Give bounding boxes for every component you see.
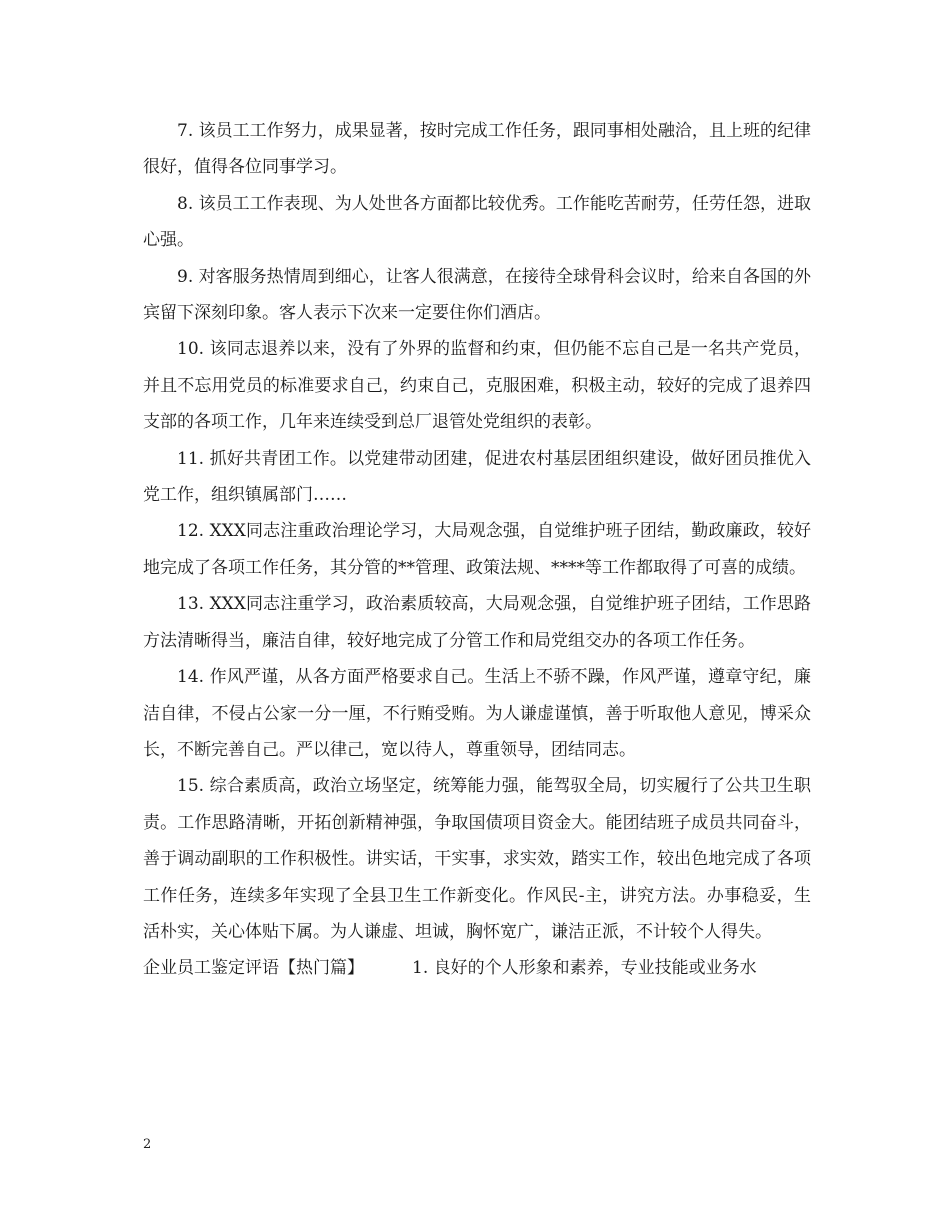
- paragraph-12: 12. XXX同志注重政治理论学习，大局观念强，自觉维护班子团结，勤政廉政，较好地完成了各项工作任务，其分管的**管理、政策法规、****等工作都取得了可喜的成绩。: [143, 521, 811, 578]
- document-body: [143, 113, 811, 987]
- paragraph-11: 11. 抓好共青团工作。以党建带动团建，促进农村基层团组织建设，做好团员推优入党工作，组织镇属部门……: [143, 448, 811, 506]
- paragraph-13: 13. XXX同志注重学习，政治素质较高，大局观念强，自觉维护班子团结，工作思路方法清晰得当，廉洁自律，较好地完成了分管工作和局党组交办的各项工作任务。: [143, 594, 811, 651]
- section-heading: 企业员工鉴定评语【热门篇】: [143, 958, 364, 979]
- paragraph-8: 8. 该员工工作表现、为人处世各方面都比较优秀。工作能吃苦耐劳，任劳任怨，进取心强。: [143, 193, 811, 251]
- paragraph-14: 14. 作风严谨，从各方面严格要求自己。生活上不骄不躁，作风严谨，遵章守纪，廉洁自律，不侵占公家一分一厘，不行贿受贿。为人谦虚谨慎，善于听取他人意见，博采众长，不断完善自己。严以律己，宽以待人，尊重领导，团结同志。: [143, 667, 811, 760]
- page-number: 2: [143, 1137, 152, 1152]
- section-line: [143, 950, 811, 986]
- section-first-item: 1. 良好的个人形象和素养，专业技能或业务水: [412, 958, 757, 979]
- paragraph-9: 9. 对客服务热情周到细心，让客人很满意，在接待全球骨科会议时，给来自各国的外宾留下深刻印象。客人表示下次来一定要住你们酒店。: [143, 266, 811, 324]
- paragraph-10: 10. 该同志退养以来，没有了外界的监督和约束，但仍能不忘自己是一名共产党员，并且不忘用党员的标准要求自己，约束自己，克服困难，积极主动，较好的完成了退养四支部的各项工作，几年来连续受到总厂退管处党组织的表彰。: [143, 339, 811, 433]
- paragraph-7: 7. 该员工工作努力，成果显著，按时完成工作任务，跟同事相处融洽，且上班的纪律很好，值得各位同事学习。: [143, 121, 811, 178]
- paragraph-15: 15. 综合素质高，政治立场坚定，统筹能力强，能驾驭全局，切实履行了公共卫生职责。工作思路清晰，开拓创新精神强，争取国债项目资金大。能团结班子成员共同奋斗，善于调动副职的工作积极性。讲实话，干实事，求实效，踏实工作，较出色地完成了各项工作任务，连续多年实现了全县卫生工作新变化。作风民-主，讲究方法。办事稳妥，生活朴实，关心体贴下属。为人谦虚、坦诚，胸怀宽广，谦洁正派，不计较个人得失。: [143, 776, 811, 942]
